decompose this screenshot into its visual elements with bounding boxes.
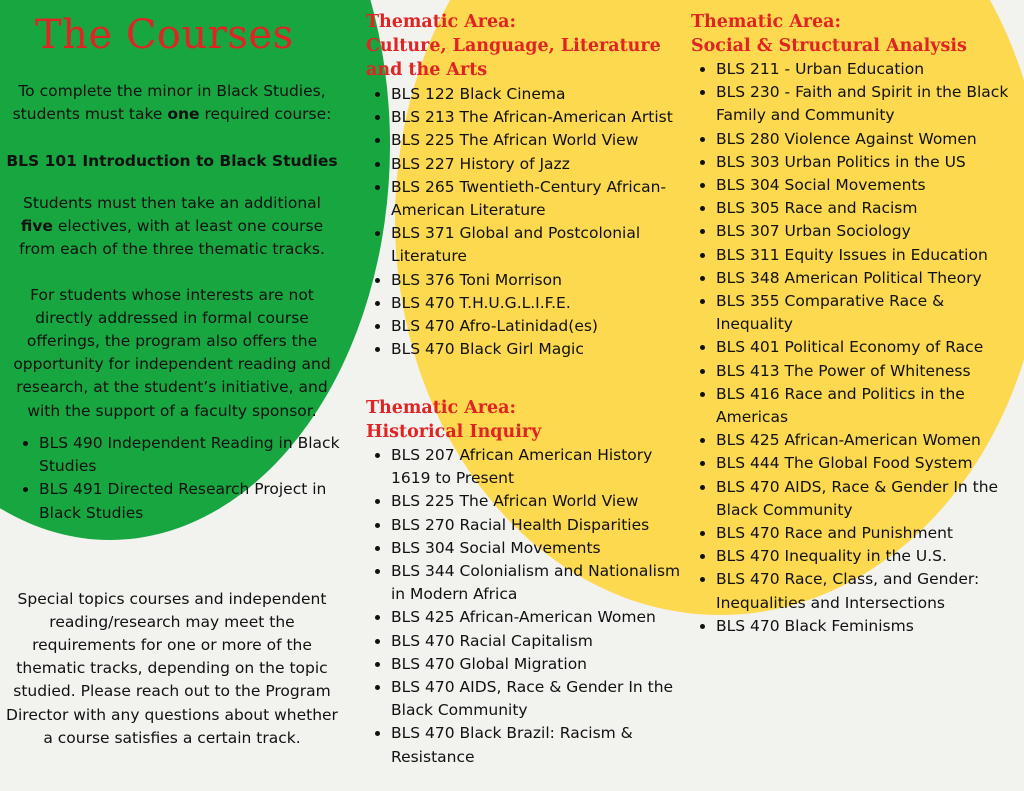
- course-list: [366, 444, 686, 769]
- area-heading: [366, 396, 686, 444]
- independent-course-list: [14, 432, 359, 525]
- list-item: • BLS 280 Violence Against Women: [716, 128, 1021, 151]
- intro-text: [6, 80, 338, 126]
- list-item: • BLS 225 The African World View: [391, 490, 686, 513]
- area-heading-name: Culture, Language, Literature and the Arts: [366, 36, 661, 80]
- list-item: • BLS 304 Social Movements: [391, 537, 686, 560]
- list-item: • BLS 213 The African-American Artist: [391, 106, 686, 129]
- list-item: • BLS 470 Inequality in the U.S.: [716, 545, 1021, 568]
- area-heading: [366, 10, 686, 82]
- list-item: • BLS 470 AIDS, Race & Gender In the Black Community: [716, 476, 1021, 522]
- list-item: • BLS 227 History of Jazz: [391, 153, 686, 176]
- page-title: The Courses: [35, 12, 294, 58]
- list-item: • BLS 270 Racial Health Disparities: [391, 514, 686, 537]
- list-item: • BLS 444 The Global Food System: [716, 452, 1021, 475]
- list-item: • BLS 470 Black Brazil: Racism & Resistance: [391, 722, 686, 768]
- list-item: • BLS 305 Race and Racism: [716, 197, 1021, 220]
- list-item: • BLS 265 Twentieth-Century African-American Literature: [391, 176, 686, 222]
- list-item: • BLS 413 The Power of Whiteness: [716, 360, 1021, 383]
- list-item: • BLS 425 African-American Women: [391, 606, 686, 629]
- list-item: • BLS 225 The African World View: [391, 129, 686, 152]
- list-item: • BLS 470 Race, Class, and Gender: Inequalities and Intersections: [716, 568, 1021, 614]
- area-heading-label: Thematic Area:: [366, 12, 516, 32]
- electives-post: electives, with at least one course from each of the three thematic tracks.: [19, 216, 325, 258]
- list-item: • BLS 470 Global Migration: [391, 653, 686, 676]
- list-item: • BLS 348 American Political Theory: [716, 267, 1021, 290]
- course-list: [366, 83, 686, 361]
- course-list: [691, 58, 1021, 638]
- area-heading-name: Historical Inquiry: [366, 422, 542, 442]
- list-item: • BLS 371 Global and Postcolonial Literature: [391, 222, 686, 268]
- intro-line2: required course:: [204, 104, 332, 123]
- thematic-area-social: [691, 10, 1021, 638]
- thematic-area-history: [366, 396, 686, 769]
- independent-study-text: For students whose interests are not directly addressed in formal course offerings, the program also offers the opportunity for independent reading and research, at the student’s initiative, and with the support of a faculty sponsor.: [13, 285, 331, 420]
- electives-pre: Students must then take an additional: [23, 193, 321, 212]
- list-item: • BLS 307 Urban Sociology: [716, 220, 1021, 243]
- list-item: • BLS 470 Black Feminisms: [716, 615, 1021, 638]
- list-item: • BLS 303 Urban Politics in the US: [716, 151, 1021, 174]
- area-heading-label: Thematic Area:: [366, 398, 516, 418]
- area-heading: [691, 10, 1021, 58]
- list-item: • BLS 470 Racial Capitalism: [391, 630, 686, 653]
- list-item: • BLS 344 Colonialism and Nationalism in Modern Africa: [391, 560, 686, 606]
- list-item: • BLS 401 Political Economy of Race: [716, 336, 1021, 359]
- intro-line1: To complete the minor in Black Studies, students must take: [12, 81, 326, 123]
- electives-emphasis: five: [20, 216, 53, 235]
- special-topics-note: Special topics courses and independent reading/research may meet the requirements for one or more of the thematic tracks, depending on the topic studied. Please reach out to the Program Director with any questions about whether a course satisfies a certain track.: [6, 589, 338, 747]
- list-item: • BLS 425 African-American Women: [716, 429, 1021, 452]
- list-item: • BLS 470 AIDS, Race & Gender In the Black Community: [391, 676, 686, 722]
- area-heading-name: Social & Structural Analysis: [691, 36, 967, 56]
- list-item: • BLS 470 T.H.U.G.L.I.F.E.: [391, 292, 686, 315]
- list-item: • BLS 470 Race and Punishment: [716, 522, 1021, 545]
- list-item: • BLS 122 Black Cinema: [391, 83, 686, 106]
- list-item: • BLS 311 Equity Issues in Education: [716, 244, 1021, 267]
- list-item: • BLS 304 Social Movements: [716, 174, 1021, 197]
- list-item: • BLS 207 African American History 1619 to Present: [391, 444, 686, 490]
- list-item: • BLS 470 Black Girl Magic: [391, 338, 686, 361]
- list-item: • BLS 416 Race and Politics in the Americas: [716, 383, 1021, 429]
- list-item: • BLS 376 Toni Morrison: [391, 269, 686, 292]
- list-item: • BLS 211 - Urban Education: [716, 58, 1021, 81]
- list-item: • BLS 490 Independent Reading in Black Studies: [39, 432, 359, 478]
- intro-emphasis: one: [167, 104, 200, 123]
- list-item: • BLS 230 - Faith and Spirit in the Black Family and Community: [716, 81, 1021, 127]
- list-item: • BLS 470 Afro-Latinidad(es): [391, 315, 686, 338]
- thematic-area-culture: [366, 10, 686, 361]
- list-item: • BLS 491 Directed Research Project in Black Studies: [39, 478, 359, 524]
- electives-text: [6, 192, 338, 262]
- required-course: BLS 101 Introduction to Black Studies: [6, 151, 338, 170]
- area-heading-label: Thematic Area:: [691, 12, 841, 32]
- list-item: • BLS 355 Comparative Race & Inequality: [716, 290, 1021, 336]
